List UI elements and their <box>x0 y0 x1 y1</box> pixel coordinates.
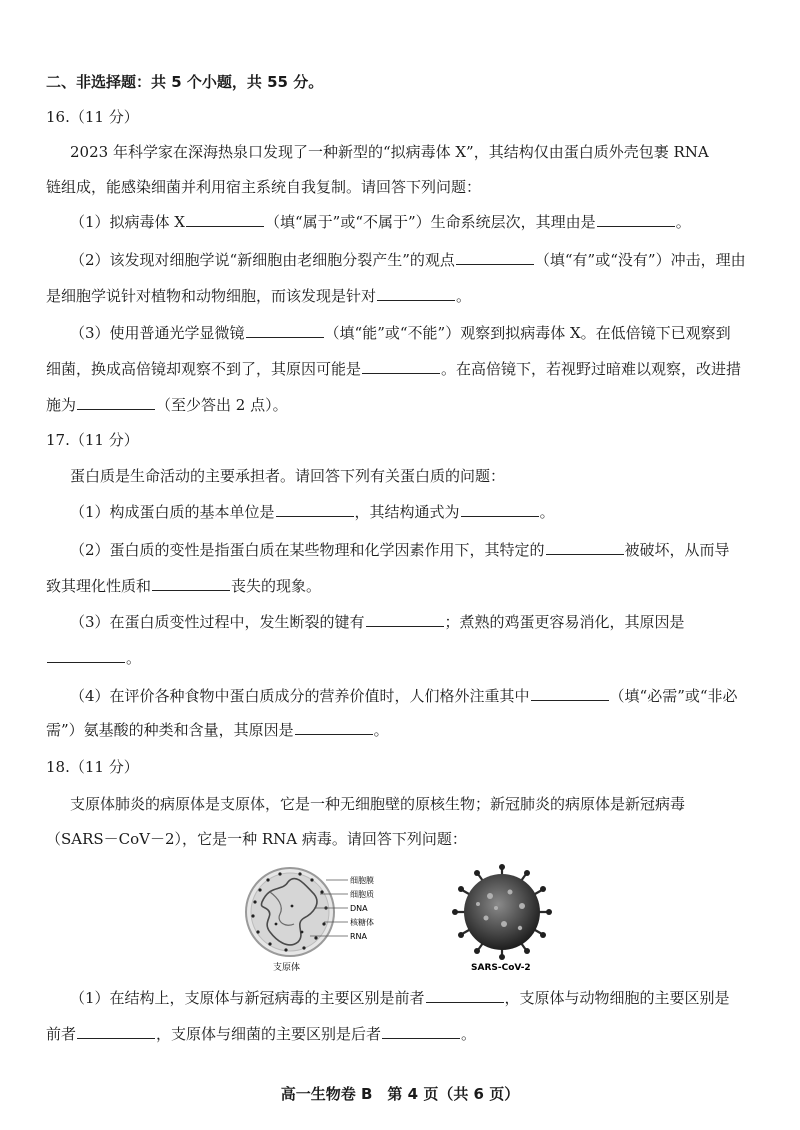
q16-part2-cont <box>46 286 471 306</box>
q18-p1-text-d: ，支原体与细菌的主要区别是后者 <box>156 1025 382 1043</box>
q17-part3-cont <box>46 648 141 668</box>
fig-label-rna: RNA <box>350 932 368 941</box>
q16-p3-text-a: （3）使用普通光学显微镜 <box>70 324 245 342</box>
q16-p2-text-a: （2）该发现对细胞学说“新细胞由老细胞分裂产生”的观点 <box>70 251 455 269</box>
q17-p1-text-a: （1）构成蛋白质的基本单位是 <box>70 503 275 521</box>
q18-part1-cont <box>46 1024 476 1044</box>
fig-label-cytoplasm: 细胞质 <box>350 890 374 899</box>
q17-part4-cont <box>46 720 389 740</box>
q17-p4-text-c: 需”）氨基酸的种类和含量，其原因是 <box>46 721 294 739</box>
answer-blank[interactable] <box>295 720 373 735</box>
fig2-caption: SARS-CoV-2 <box>471 963 531 973</box>
q18-p1-text-b: ，支原体与动物细胞的主要区别是 <box>504 989 730 1007</box>
q17-part4 <box>70 686 738 706</box>
answer-blank[interactable] <box>531 686 609 701</box>
q17-p2-text-a: （2）蛋白质的变性是指蛋白质在某些物理和化学因素作用下，其特定的 <box>70 541 545 559</box>
q16-p1-text-c: 。 <box>675 213 691 231</box>
q17-intro: 蛋白质是生命活动的主要承担者。请回答下列有关蛋白质的问题： <box>70 467 506 485</box>
answer-blank[interactable] <box>597 212 675 227</box>
answer-blank[interactable] <box>362 359 440 374</box>
q16-part3-cont <box>46 359 741 379</box>
answer-blank[interactable] <box>152 576 230 591</box>
q16-number: 16.（11 分） <box>46 108 139 126</box>
q17-part2 <box>70 540 730 560</box>
fig-label-ribosome: 核糖体 <box>350 918 374 927</box>
q16-p3-text-e: 施为 <box>46 396 77 414</box>
q16-p1-text-b: （填“属于”或“不属于”）生命系统层次，其理由是 <box>265 213 596 231</box>
q17-part2-cont <box>46 576 321 596</box>
virus-body <box>464 874 540 950</box>
answer-blank[interactable] <box>382 1024 460 1039</box>
q16-intro-2: 链组成，能感染细菌并利用宿主系统自我复制。请回答下列问题： <box>46 178 482 196</box>
q18-number: 18.（11 分） <box>46 758 139 776</box>
q16-p3-text-d: 。在高倍镜下，若视野过暗难以观察，改进措 <box>441 360 742 378</box>
page-footer: 高一生物卷 B 第 4 页（共 6 页） <box>280 1085 520 1103</box>
q17-p4-text-d: 。 <box>373 721 389 739</box>
q16-p3-text-b: （填“能”或“不能”）观察到拟病毒体 X。在低倍镜下已观察到 <box>324 324 731 342</box>
q17-p4-text-b: （填“必需”或“非必 <box>609 687 738 705</box>
q16-p3-text-c: 细菌，换成高倍镜却观察不到了，其原因可能是 <box>46 360 362 378</box>
q17-p3-text-c: 。 <box>126 649 142 667</box>
figures-svg <box>240 862 570 974</box>
answer-blank[interactable] <box>546 540 624 555</box>
cytoplasm-shape <box>251 873 329 951</box>
q16-p1-text-a: （1）拟病毒体 X <box>70 213 185 231</box>
q17-number: 17.（11 分） <box>46 431 139 449</box>
answer-blank[interactable] <box>366 612 444 627</box>
section-header: 二、非选择题：共 5 个小题，共 55 分。 <box>46 73 324 91</box>
q16-p2-text-c: 是细胞学说针对植物和动物细胞，而该发现是针对 <box>46 287 377 305</box>
q17-p1-text-b: ，其结构通式为 <box>354 503 460 521</box>
q17-p4-text-a: （4）在评价各种食物中蛋白质成分的营养价值时，人们格外注重其中 <box>70 687 530 705</box>
mycoplasma-diagram <box>246 868 348 956</box>
fig1-caption: 支原体 <box>273 963 301 973</box>
answer-blank[interactable] <box>426 988 504 1003</box>
q16-part3 <box>70 323 731 343</box>
answer-blank[interactable] <box>186 212 264 227</box>
q17-p2-text-d: 丧失的现象。 <box>231 577 322 595</box>
q17-p1-text-c: 。 <box>539 503 555 521</box>
q18-p1-text-e: 。 <box>461 1025 477 1043</box>
q18-part1 <box>70 988 730 1008</box>
answer-blank[interactable] <box>77 1024 155 1039</box>
q17-p3-text-b: ；煮熟的鸡蛋更容易消化，其原因是 <box>444 613 685 631</box>
q18-figures <box>240 862 570 974</box>
q17-part1 <box>70 502 555 522</box>
q16-part2 <box>70 250 746 270</box>
q16-p3-text-f: （至少答出 2 点）。 <box>156 396 288 414</box>
q17-part3 <box>70 612 685 632</box>
answer-blank[interactable] <box>456 250 534 265</box>
q18-intro-1: 支原体肺炎的病原体是支原体，它是一种无细胞壁的原核生物；新冠肺炎的病原体是新冠病毒 <box>70 795 686 813</box>
fig-label-dna: DNA <box>350 904 368 913</box>
q16-intro-1: 2023 年科学家在深海热泉口发现了一种新型的“拟病毒体 X”，其结构仅由蛋白质外壳包裹 RNA <box>70 143 709 161</box>
answer-blank[interactable] <box>246 323 324 338</box>
answer-blank[interactable] <box>77 395 155 410</box>
q18-intro-2: （SARS－CoV－2），它是一种 RNA 病毒。请回答下列问题： <box>46 830 467 848</box>
q16-part3-cont2 <box>46 395 288 415</box>
answer-blank[interactable] <box>276 502 354 517</box>
q18-p1-text-c: 前者 <box>46 1025 77 1043</box>
answer-blank[interactable] <box>377 286 455 301</box>
q17-p2-text-b: 被破坏，从而导 <box>624 541 730 559</box>
q16-part1 <box>70 212 691 232</box>
q16-p2-text-d: 。 <box>456 287 472 305</box>
answer-blank[interactable] <box>461 502 539 517</box>
q17-p2-text-c: 致其理化性质和 <box>46 577 152 595</box>
q18-p1-text-a: （1）在结构上，支原体与新冠病毒的主要区别是前者 <box>70 989 425 1007</box>
fig-label-membrane: 细胞膜 <box>350 876 374 885</box>
answer-blank[interactable] <box>47 648 125 663</box>
q17-p3-text-a: （3）在蛋白质变性过程中，发生断裂的键有 <box>70 613 365 631</box>
q16-p2-text-b: （填“有”或“没有”）冲击，理由 <box>534 251 746 269</box>
virus-illustration <box>452 864 552 960</box>
